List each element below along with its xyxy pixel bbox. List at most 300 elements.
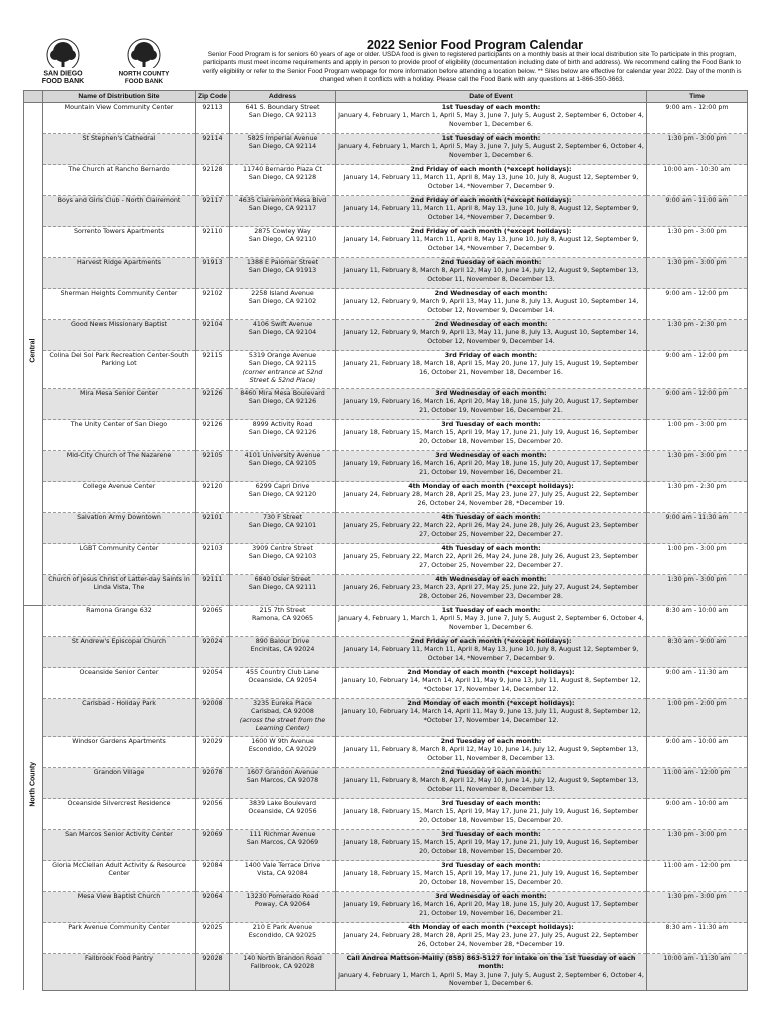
site-name: Mira Mesa Senior Center: [80, 390, 158, 397]
address-city: San Diego, CA 92126: [248, 398, 317, 406]
address-cell: [230, 289, 336, 320]
site-name-cell: [43, 668, 196, 699]
zip-code: 92008: [202, 700, 223, 707]
address-cell: [230, 389, 336, 420]
table-row: [24, 892, 748, 923]
time-column-header: Time: [647, 91, 748, 103]
zip-code-cell: [196, 103, 230, 134]
region-label: [24, 606, 43, 991]
event-date-cell: [336, 134, 647, 165]
zip-code-cell: [196, 258, 230, 289]
event-date-cell: [336, 513, 647, 544]
address-city: Vista, CA 92084: [257, 870, 308, 878]
address-cell: [230, 923, 336, 954]
table-row: [24, 668, 748, 699]
site-name-cell: [43, 320, 196, 351]
distribution-schedule-table: [23, 90, 748, 991]
address-cell: [230, 699, 336, 737]
time-cell: [647, 134, 748, 165]
svg-text:SAN DIEGO: SAN DIEGO: [43, 70, 83, 78]
zip-code: 92102: [202, 290, 223, 297]
time-cell: [647, 451, 748, 482]
address-city: San Diego, CA 92102: [248, 298, 317, 306]
svg-text:NORTH COUNTY: NORTH COUNTY: [118, 70, 170, 78]
event-date-cell: [336, 799, 647, 830]
table-row: [24, 389, 748, 420]
event-time: 9:00 am - 12:00 pm: [665, 104, 729, 111]
address-city: San Diego, CA 92113: [248, 112, 317, 120]
event-time: 9:00 am - 10:00 am: [665, 738, 729, 745]
address-street: 3235 Eureka Place: [253, 700, 312, 707]
time-cell: [647, 830, 748, 861]
table-row: [24, 134, 748, 165]
site-name-cell: [43, 637, 196, 668]
event-date-cell: [336, 606, 647, 637]
site-name-cell: [43, 575, 196, 606]
zip-code-cell: [196, 544, 230, 575]
address-city: Escondido, CA 92025: [248, 932, 317, 940]
time-cell: [647, 482, 748, 513]
time-cell: [647, 668, 748, 699]
site-name-cell: [43, 606, 196, 637]
site-name-cell: [43, 103, 196, 134]
time-cell: [647, 699, 748, 737]
event-schedule-rule: 2nd Friday of each month (*except holidays):: [410, 638, 572, 645]
zip-code-cell: [196, 513, 230, 544]
site-name: The Unity Center of San Diego: [70, 421, 168, 428]
event-schedule-rule: 2nd Friday of each month (*except holidays):: [410, 166, 572, 173]
address-city: San Diego, CA 91913: [248, 267, 317, 275]
address-street: 2258 Island Avenue: [251, 290, 314, 297]
event-date-cell: [336, 861, 647, 892]
zip-code: 92115: [202, 352, 223, 359]
event-dates: January 4, February 1, March 1, April 5, May 3, June 7, July 5, August 2, September 6, October 4, November 1, December 6.: [338, 143, 644, 159]
zip-code: 92028: [202, 955, 223, 962]
event-date-cell: [336, 389, 647, 420]
zip-code-cell: [196, 606, 230, 637]
zip-code-cell: [196, 699, 230, 737]
address-cell: [230, 861, 336, 892]
event-date-cell: [336, 482, 647, 513]
event-date-cell: [336, 320, 647, 351]
event-time: 9:00 am - 12:00 pm: [665, 290, 729, 297]
event-time: 1:00 pm - 2:00 pm: [667, 700, 727, 707]
zip-code: 92105: [202, 452, 223, 459]
event-schedule-rule: 3rd Friday of each month:: [444, 352, 538, 359]
zip-code: 92103: [202, 545, 223, 552]
table-row: [24, 737, 748, 768]
event-time: 9:00 am - 11:30 am: [665, 669, 729, 676]
address-city: San Diego, CA 92128: [248, 174, 317, 182]
zip-code: 92110: [202, 228, 223, 235]
event-dates: January 12, February 9, March 9, April 13, May 11, June 8, July 13, August 10, September 14, October 12, November 9, December 14.: [343, 298, 639, 314]
address-city: San Diego, CA 92115: [248, 360, 317, 368]
event-dates: January 14, February 11, March 11, April 8, May 13, June 10, July 8, August 12, September 9, October 14, *November 7, December 9.: [343, 646, 639, 662]
zip-code-cell: [196, 320, 230, 351]
event-date-cell: [336, 351, 647, 389]
address-note: (across the street from the Learning Center): [239, 716, 326, 733]
table-row: [24, 799, 748, 830]
event-date-cell: [336, 923, 647, 954]
zip-code: 92025: [202, 924, 223, 931]
address-cell: [230, 737, 336, 768]
address-city: Encinitas, CA 92024: [250, 646, 315, 654]
program-description: Senior Food Program is for seniors 60 years of age or older. USDA food is given to registered participants on a monthly basis at their local distribution site To participate in this program, participants must meet income requirements and apply in person to provide proof of eligibility (documentation including date of birth and address). We recommend calling the Food Bank to verify eligibility or refer to the Senior Food Program webpage for more information before attending a location below. ** Sites below are effective for calendar year 2022. Day of the month is changed when it conflicts with a holiday. Please call the Food Bank with any questions at 1-866-350-3663.: [202, 51, 742, 83]
site-name: Park Avenue Community Center: [68, 924, 170, 931]
event-date-cell: [336, 699, 647, 737]
address-city: San Diego, CA 92103: [248, 553, 317, 561]
event-dates: January 18, February 15, March 15, April 19, May 17, June 21, July 19, August 16, September 20, October 18, November 15, December 20.: [343, 870, 639, 886]
time-cell: [647, 768, 748, 799]
date-column-header: Date of Event: [336, 91, 647, 103]
event-schedule-rule: 1st Tuesday of each month:: [441, 104, 541, 111]
event-time: 1:30 pm - 3:00 pm: [667, 259, 727, 266]
event-date-cell: [336, 575, 647, 606]
zip-code-cell: [196, 165, 230, 196]
address-cell: [230, 513, 336, 544]
address-street: 3839 Lake Boulevard: [248, 800, 317, 807]
zip-code: 92104: [202, 321, 223, 328]
site-name-cell: [43, 196, 196, 227]
table-row: [24, 830, 748, 861]
event-schedule-rule: 2nd Wednesday of each month:: [434, 321, 548, 328]
table-row: [24, 606, 748, 637]
event-date-cell: [336, 737, 647, 768]
zip-code: 91913: [202, 259, 223, 266]
event-dates: January 25, February 22, March 22, April 26, May 24, June 28, July 26, August 23, September 27, October 25, November 22, December 27.: [343, 553, 639, 569]
address-city: Fallbrook, CA 92028: [250, 963, 315, 971]
zip-code-cell: [196, 768, 230, 799]
site-name: LGBT Community Center: [79, 545, 159, 552]
event-dates: January 19, February 16, March 16, April 20, May 18, June 15, July 20, August 17, September 21, October 19, November 16, December 21.: [343, 460, 639, 476]
event-schedule-rule: 3rd Wednesday of each month:: [435, 893, 547, 900]
event-dates: January 11, February 8, March 8, April 12, May 10, June 14, July 12, August 9, September 13, October 11, November 8, December 13.: [343, 746, 639, 762]
time-cell: [647, 227, 748, 258]
event-schedule-rule: 3rd Wednesday of each month:: [435, 390, 547, 397]
site-name: Grandon Village: [93, 769, 145, 776]
event-dates: January 24, February 28, March 28, April 25, May 23, June 27, July 25, August 22, September 26, October 24, November 28, *December 19.: [343, 932, 639, 948]
address-street: 1600 W 9th Avenue: [251, 738, 314, 745]
site-name: Oceanside Senior Center: [79, 669, 159, 676]
site-name-cell: [43, 389, 196, 420]
site-name-cell: [43, 258, 196, 289]
address-street: 4101 University Avenue: [244, 452, 321, 459]
zip-code: 92078: [202, 769, 223, 776]
event-dates: January 18, February 15, March 15, April 19, May 17, June 21, July 19, August 16, September 20, October 18, November 15, December 20.: [343, 808, 639, 824]
zip-code-cell: [196, 389, 230, 420]
time-cell: [647, 289, 748, 320]
site-name-cell: [43, 861, 196, 892]
time-cell: [647, 892, 748, 923]
event-time: 9:00 am - 12:00 pm: [665, 352, 729, 359]
address-cell: [230, 575, 336, 606]
event-date-cell: [336, 668, 647, 699]
address-city: Carlsbad, CA 92008: [251, 708, 314, 716]
event-time: 8:30 am - 11:30 am: [665, 924, 729, 931]
event-date-cell: [336, 165, 647, 196]
event-schedule-rule: Call Andrea Mattson-Mailly (858) 863-5127 for intake on the 1st Tuesday of each month:: [346, 955, 636, 971]
address-street: 6840 Osler Street: [254, 576, 311, 583]
table-row: [24, 351, 748, 389]
site-name: Colina Del Sol Park Recreation Center-South Parking Lot: [49, 352, 189, 368]
event-dates: January 19, February 16, March 16, April 20, May 18, June 15, July 20, August 17, September 21, October 19, November 16, December 21.: [343, 901, 639, 917]
event-schedule-rule: 4th Wednesday of each month:: [435, 576, 547, 583]
site-name: St Stephen's Cathedral: [82, 135, 156, 142]
event-dates: January 19, February 16, March 16, April 20, May 18, June 15, July 20, August 17, September 21, October 19, November 16, December 21.: [343, 398, 639, 414]
address-street: 4106 Swift Avenue: [252, 321, 313, 328]
site-name: Salvation Army Downtown: [77, 514, 161, 521]
time-cell: [647, 320, 748, 351]
site-name-cell: [43, 699, 196, 737]
event-date-cell: [336, 768, 647, 799]
food-bank-tree-icon: [27, 38, 99, 86]
address-city: San Diego, CA 92105: [248, 460, 317, 468]
zip-code-cell: [196, 737, 230, 768]
zip-code-cell: [196, 196, 230, 227]
time-cell: [647, 513, 748, 544]
address-cell: [230, 799, 336, 830]
time-cell: [647, 351, 748, 389]
site-name-cell: [43, 923, 196, 954]
table-row: [24, 544, 748, 575]
time-cell: [647, 737, 748, 768]
site-name: Mesa View Baptist Church: [77, 893, 161, 900]
address-city: Ramona, CA 92065: [251, 615, 314, 623]
site-name: Oceanside Silvercrest Residence: [67, 800, 171, 807]
site-name-cell: [43, 482, 196, 513]
event-date-cell: [336, 954, 647, 991]
zip-code: 92029: [202, 738, 223, 745]
site-name-cell: [43, 451, 196, 482]
time-cell: [647, 544, 748, 575]
zip-code: 92126: [202, 421, 223, 428]
site-name: Boys and Girls Club - North Clairemont: [57, 197, 181, 204]
address-cell: [230, 196, 336, 227]
event-dates: January 4, February 1, March 1, April 5, May 3, June 7, July 5, August 2, September 6, October 4, November 1, December 6.: [338, 971, 644, 988]
address-cell: [230, 892, 336, 923]
event-time: 9:00 am - 11:30 am: [665, 514, 729, 521]
table-row: [24, 513, 748, 544]
site-name: Sherman Heights Community Center: [60, 290, 178, 297]
event-time: 1:30 pm - 3:00 pm: [667, 228, 727, 235]
zip-code-cell: [196, 575, 230, 606]
site-name: Good News Missionary Baptist: [71, 321, 167, 328]
zip-code: 92126: [202, 390, 223, 397]
site-name: Windsor Gardens Apartments: [72, 738, 166, 745]
address-city: Poway, CA 92064: [254, 901, 311, 909]
zip-column-header: Zip Code: [196, 91, 230, 103]
table-row: [24, 954, 748, 991]
region-label-text: North County: [29, 762, 37, 808]
site-name-cell: [43, 420, 196, 451]
address-street: 6299 Capri Drive: [255, 483, 310, 490]
address-street: 1400 Vale Terrace Drive: [244, 862, 321, 869]
time-cell: [647, 954, 748, 991]
zip-code: 92084: [202, 862, 223, 869]
address-street: 11740 Bernardo Plaza Ct: [243, 166, 322, 173]
north-county-food-bank-logo: [108, 38, 180, 86]
site-name-cell: [43, 351, 196, 389]
calendar-page: [23, 38, 747, 991]
zip-code: 92069: [202, 831, 223, 838]
event-date-cell: [336, 289, 647, 320]
address-cell: [230, 668, 336, 699]
site-name-cell: [43, 165, 196, 196]
event-time: 1:00 pm - 3:00 pm: [667, 545, 727, 552]
zip-code-cell: [196, 892, 230, 923]
zip-code-cell: [196, 420, 230, 451]
table-row: [24, 258, 748, 289]
zip-code: 92054: [202, 669, 223, 676]
zip-code-cell: [196, 351, 230, 389]
address-cell: [230, 451, 336, 482]
site-name: College Avenue Center: [82, 483, 156, 490]
site-name-column-header: Name of Distribution Site: [43, 91, 196, 103]
address-street: 8460 Mira Mesa Boulevard: [240, 390, 325, 397]
event-time: 1:30 pm - 3:00 pm: [667, 831, 727, 838]
zip-code: 92128: [202, 166, 223, 173]
event-time: 1:30 pm - 3:00 pm: [667, 576, 727, 583]
address-cell: [230, 830, 336, 861]
event-schedule-rule: 2nd Tuesday of each month:: [440, 259, 542, 266]
event-schedule-rule: 2nd Tuesday of each month:: [440, 769, 542, 776]
event-time: 1:30 pm - 2:30 pm: [667, 321, 727, 328]
time-cell: [647, 258, 748, 289]
address-street: 5825 Imperial Avenue: [247, 135, 318, 142]
address-city: San Diego, CA 92110: [248, 236, 317, 244]
event-schedule-rule: 2nd Friday of each month (*except holidays):: [410, 197, 572, 204]
zip-code-cell: [196, 227, 230, 258]
event-dates: January 4, February 1, March 1, April 5, May 3, June 7, July 5, August 2, September 6, October 4, November 1, December 6.: [338, 615, 644, 631]
address-city: Oceanside, CA 92054: [248, 677, 317, 685]
zip-code: 92111: [202, 576, 223, 583]
address-city: Escondido, CA 92029: [248, 746, 317, 754]
site-name: Church of Jesus Christ of Latter-day Saints in Linda Vista, The: [48, 576, 190, 592]
table-row: [24, 923, 748, 954]
address-street: 1388 E Palomar Street: [246, 259, 319, 266]
event-date-cell: [336, 637, 647, 668]
table-row: [24, 165, 748, 196]
table-row: [24, 861, 748, 892]
event-dates: January 12, February 9, March 9, April 13, May 11, June 8, July 13, August 10, September 14, October 12, November 9, December 14.: [343, 329, 639, 345]
zip-code: 92113: [202, 104, 223, 111]
food-bank-tree-icon: [108, 38, 180, 86]
zip-code-cell: [196, 289, 230, 320]
table-row: [24, 451, 748, 482]
address-street: 13230 Pomerado Road: [246, 893, 319, 900]
svg-text:FOOD BANK: FOOD BANK: [124, 78, 164, 85]
address-city: San Diego, CA 92101: [248, 522, 317, 530]
event-date-cell: [336, 227, 647, 258]
zip-code: 92024: [202, 638, 223, 645]
address-street: 140 North Brandon Road: [243, 955, 322, 962]
event-date-cell: [336, 103, 647, 134]
time-cell: [647, 637, 748, 668]
site-name-cell: [43, 737, 196, 768]
region-column-header: [24, 91, 43, 103]
table-row: [24, 699, 748, 737]
event-dates: January 21, February 18, March 18, April 15, May 20, June 17, July 15, August 19, September 16, October 21, November 18, December 16.: [343, 360, 639, 376]
time-cell: [647, 606, 748, 637]
event-schedule-rule: 4th Monday of each month (*except holidays):: [408, 483, 574, 490]
event-dates: January 26, February 23, March 23, April 27, May 25, June 22, July 27, August 24, September 28, October 26, November 23, December 28.: [343, 584, 639, 600]
event-time: 1:30 pm - 3:00 pm: [667, 452, 727, 459]
address-cell: [230, 768, 336, 799]
site-name: Carlsbad - Holiday Park: [82, 700, 156, 707]
event-time: 8:30 am - 10:00 am: [665, 607, 729, 614]
address-street: 210 E Park Avenue: [252, 924, 313, 931]
event-dates: January 11, February 8, March 8, April 12, May 10, June 14, July 12, August 9, September 13, October 11, November 8, December 13.: [343, 267, 639, 283]
zip-code-cell: [196, 799, 230, 830]
site-name: Mountain View Community Center: [64, 104, 174, 111]
table-row: [24, 320, 748, 351]
site-name: Mid-City Church of The Nazarene: [66, 452, 172, 459]
address-street: 890 Balour Drive: [255, 638, 310, 645]
event-time: 10:00 am - 11:30 am: [663, 955, 731, 962]
event-dates: January 10, February 14, March 14, April 11, May 9, June 13, July 11, August 8, September 12, *October 17, November 14, December 12.: [341, 677, 641, 693]
address-column-header: Address: [230, 91, 336, 103]
event-date-cell: [336, 258, 647, 289]
event-date-cell: [336, 420, 647, 451]
event-time: 9:00 am - 10:00 am: [665, 800, 729, 807]
event-time: 8:30 am - 9:00 am: [667, 638, 727, 645]
site-name-cell: [43, 227, 196, 258]
event-dates: January 18, February 15, March 15, April 19, May 17, June 21, July 19, August 16, September 20, October 18, November 15, December 20.: [343, 429, 639, 445]
zip-code-cell: [196, 668, 230, 699]
time-cell: [647, 923, 748, 954]
event-time: 1:00 pm - 3:00 pm: [667, 421, 727, 428]
site-name-cell: [43, 954, 196, 991]
event-schedule-rule: 3rd Tuesday of each month:: [441, 421, 541, 428]
event-date-cell: [336, 544, 647, 575]
address-street: 3909 Centre Street: [252, 545, 313, 552]
zip-code-cell: [196, 923, 230, 954]
site-name: St Andrew's Episcopal Church: [71, 638, 167, 645]
zip-code: 92056: [202, 800, 223, 807]
event-time: 11:00 am - 12:00 pm: [663, 862, 731, 869]
event-schedule-rule: 3rd Wednesday of each month:: [435, 452, 547, 459]
zip-code-cell: [196, 482, 230, 513]
region-label: [24, 103, 43, 606]
event-schedule-rule: 4th Monday of each month (*except holidays):: [408, 924, 574, 931]
event-dates: January 25, February 22, March 22, April 26, May 24, June 28, July 26, August 23, September 27, October 25, November 22, December 27.: [343, 522, 639, 538]
event-schedule-rule: 4th Tuesday of each month:: [441, 545, 541, 552]
event-schedule-rule: 1st Tuesday of each month:: [441, 135, 541, 142]
event-schedule-rule: 4th Tuesday of each month:: [441, 514, 541, 521]
site-name-cell: [43, 289, 196, 320]
time-cell: [647, 861, 748, 892]
table-row: [24, 289, 748, 320]
event-dates: January 4, February 1, March 1, April 5, May 3, June 7, July 5, August 2, September 6, October 4, November 1, December 6.: [338, 112, 644, 128]
address-city: San Diego, CA 92114: [248, 143, 317, 151]
time-cell: [647, 575, 748, 606]
event-dates: January 14, February 11, March 11, April 8, May 13, June 10, July 8, August 12, September 9, October 14, *November 7, December 9.: [343, 205, 639, 221]
address-cell: [230, 258, 336, 289]
site-name: Harvest Ridge Apartments: [76, 259, 162, 266]
zip-code-cell: [196, 861, 230, 892]
event-time: 1:30 pm - 3:00 pm: [667, 135, 727, 142]
time-cell: [647, 389, 748, 420]
table-row: [24, 637, 748, 668]
event-time: 11:00 am - 12:00 pm: [663, 769, 731, 776]
address-city: San Diego, CA 92120: [248, 491, 317, 499]
address-street: 8999 Activity Road: [252, 421, 313, 428]
address-cell: [230, 482, 336, 513]
event-dates: January 24, February 28, March 28, April 25, May 23, June 27, July 25, August 22, September 26, October 24, November 28, *December 19.: [343, 491, 639, 507]
time-cell: [647, 165, 748, 196]
address-cell: [230, 544, 336, 575]
event-schedule-rule: 1st Tuesday of each month:: [441, 607, 541, 614]
